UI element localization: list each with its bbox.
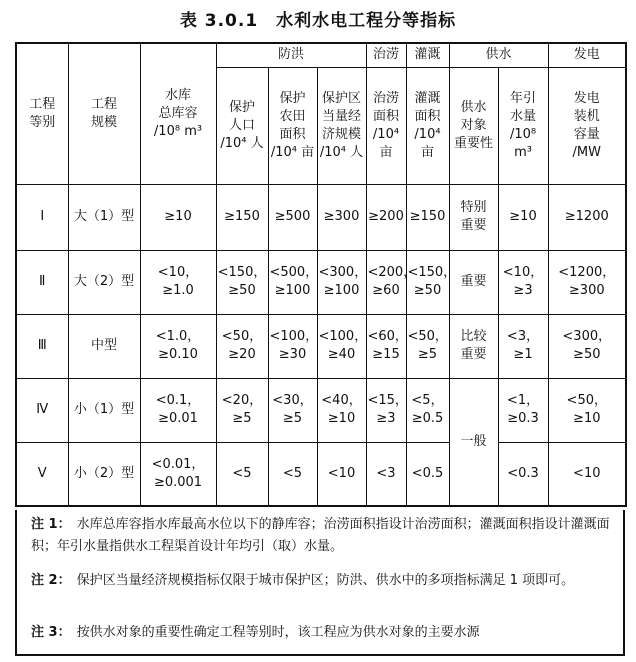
cell-scale: 小（1）型 [68, 378, 140, 442]
cell-reservoir: ≥10 [140, 184, 216, 250]
cell-supply-volume: <0.3 [498, 442, 548, 506]
header-reservoir: 水库 总库容 /10⁸ m³ [140, 43, 216, 184]
cell-flood-econ: <100， ≥40 [317, 314, 366, 378]
cell-flood-pop: <5 [216, 442, 268, 506]
cell-grade: Ⅲ [16, 314, 68, 378]
header-flood-farm: 保护 农田 面积 /10⁴ 亩 [268, 67, 317, 184]
cell-flood-farm: ≥500 [268, 184, 317, 250]
cell-irrig-area: <0.5 [406, 442, 449, 506]
cell-supply-volume: <10， ≥3 [498, 250, 548, 314]
header-drain-group: 治涝 [366, 43, 406, 67]
cell-flood-econ: <300， ≥100 [317, 250, 366, 314]
cell-power-capacity: <300， ≥50 [548, 314, 626, 378]
table-row [16, 184, 626, 250]
cell-flood-pop: <20， ≥5 [216, 378, 268, 442]
header-supply-volume: 年引 水量 /10⁸ m³ [498, 67, 548, 184]
header-power-group: 发电 [548, 43, 626, 67]
cell-power-capacity: <1200， ≥300 [548, 250, 626, 314]
header-scale: 工程 规模 [68, 43, 140, 184]
cell-flood-pop: ≥150 [216, 184, 268, 250]
cell-grade: Ⅰ [16, 184, 68, 250]
notes-box [15, 510, 625, 656]
cell-flood-farm: <30， ≥5 [268, 378, 317, 442]
grading-table [15, 42, 627, 507]
cell-power-capacity: <50， ≥10 [548, 378, 626, 442]
cell-drain-area: <3 [366, 442, 406, 506]
cell-supply-volume: <3， ≥1 [498, 314, 548, 378]
note-label: 注 3： [31, 625, 71, 640]
cell-reservoir: <10， ≥1.0 [140, 250, 216, 314]
cell-grade: Ⅱ [16, 250, 68, 314]
header-flood-econ: 保护区 当量经 济规模 /10⁴ 人 [317, 67, 366, 184]
header-supply-importance: 供水 对象 重要性 [449, 67, 498, 184]
cell-irrig-area: <5， ≥0.5 [406, 378, 449, 442]
note-3 [31, 622, 615, 644]
cell-irrig-area: <150， ≥50 [406, 250, 449, 314]
cell-flood-pop: <50， ≥20 [216, 314, 268, 378]
note-2 [31, 570, 615, 592]
header-irrig-area: 灌溉 面积 /10⁴ 亩 [406, 67, 449, 184]
header-power-capacity: 发电 装机 容量 /MW [548, 67, 626, 184]
cell-supply-volume: ≥10 [498, 184, 548, 250]
cell-drain-area: <60， ≥15 [366, 314, 406, 378]
cell-reservoir: <0.01， ≥0.001 [140, 442, 216, 506]
cell-flood-econ: <40， ≥10 [317, 378, 366, 442]
cell-flood-farm: <500， ≥100 [268, 250, 317, 314]
header-group-row [16, 43, 626, 67]
cell-reservoir: <1.0， ≥0.10 [140, 314, 216, 378]
header-flood-pop: 保护 人口 /10⁴ 人 [216, 67, 268, 184]
note-text: 按供水对象的重要性确定工程等别时，该工程应为供水对象的主要水源 [76, 625, 480, 640]
cell-scale: 小（2）型 [68, 442, 140, 506]
header-drain-area: 治涝 面积 /10⁴ 亩 [366, 67, 406, 184]
cell-reservoir: <0.1， ≥0.01 [140, 378, 216, 442]
cell-supply-importance: 特别 重要 [449, 184, 498, 250]
header-supply-group: 供水 [449, 43, 548, 67]
note-label: 注 2： [31, 573, 71, 588]
cell-scale: 大（2）型 [68, 250, 140, 314]
table-row [16, 250, 626, 314]
cell-scale: 中型 [68, 314, 140, 378]
cell-irrig-area: ≥150 [406, 184, 449, 250]
cell-supply-importance: 比较 重要 [449, 314, 498, 378]
table-row [16, 314, 626, 378]
note-1 [31, 514, 615, 558]
cell-drain-area: <15， ≥3 [366, 378, 406, 442]
cell-drain-area: ≥200 [366, 184, 406, 250]
header-irrig-group: 灌溉 [406, 43, 449, 67]
cell-scale: 大（1）型 [68, 184, 140, 250]
note-label: 注 1： [31, 517, 71, 532]
note-text: 水库总库容指水库最高水位以下的静库容；治涝面积指设计治涝面积；灌溉面积指设计灌溉面积；年引水量指供水工程渠首设计年均引（取）水量。 [31, 517, 610, 554]
cell-drain-area: <200， ≥60 [366, 250, 406, 314]
cell-grade: Ⅴ [16, 442, 68, 506]
table-row [16, 442, 626, 506]
cell-supply-volume: <1， ≥0.3 [498, 378, 548, 442]
cell-power-capacity: ≥1200 [548, 184, 626, 250]
cell-flood-econ: ≥300 [317, 184, 366, 250]
note-text: 保护区当量经济规模指标仅限于城市保护区；防洪、供水中的多项指标满足 1 项即可。 [76, 573, 575, 588]
cell-supply-importance: 一般 [449, 378, 498, 506]
header-flood-group: 防洪 [216, 43, 366, 67]
cell-flood-farm: <100， ≥30 [268, 314, 317, 378]
cell-irrig-area: <50， ≥5 [406, 314, 449, 378]
cell-flood-farm: <5 [268, 442, 317, 506]
cell-flood-pop: <150， ≥50 [216, 250, 268, 314]
table-title: 表 3.0.1 水利水电工程分等指标 [179, 11, 457, 31]
header-grade: 工程 等别 [16, 43, 68, 184]
table-row [16, 378, 626, 442]
cell-power-capacity: <10 [548, 442, 626, 506]
cell-grade: Ⅳ [16, 378, 68, 442]
cell-flood-econ: <10 [317, 442, 366, 506]
cell-supply-importance: 重要 [449, 250, 498, 314]
